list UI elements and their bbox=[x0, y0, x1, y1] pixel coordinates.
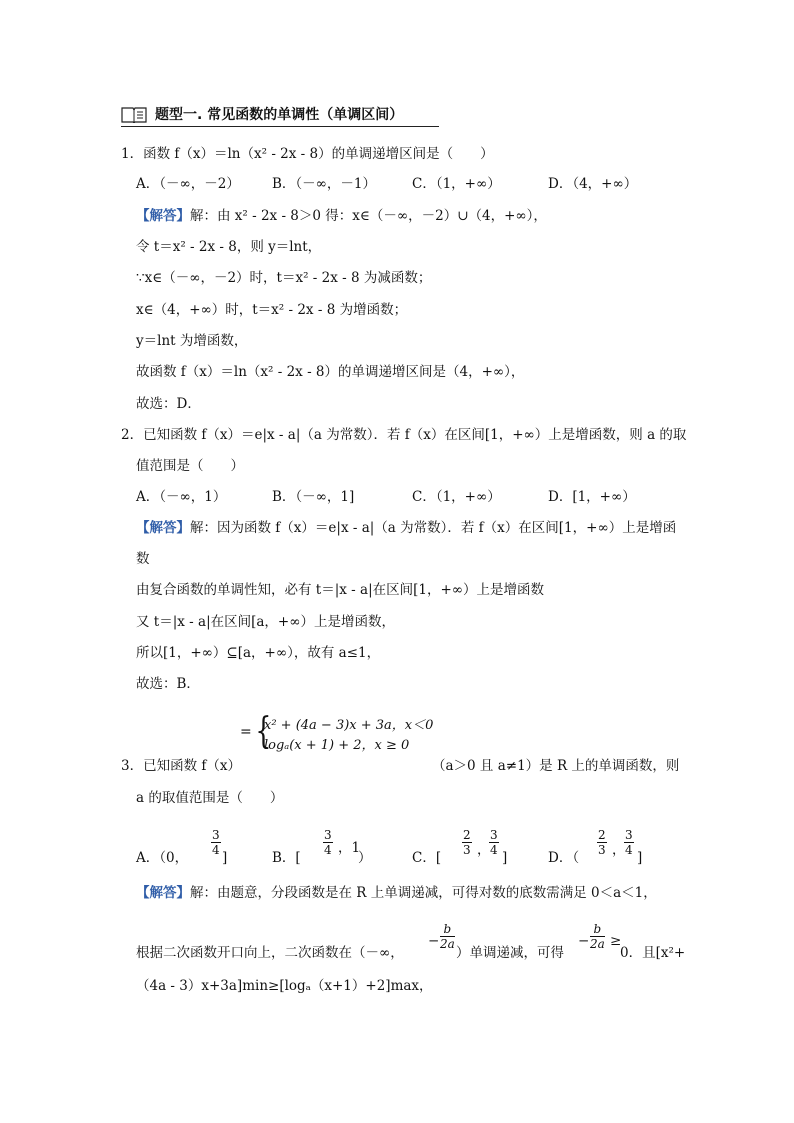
q3-option-c: C．[ bbox=[412, 850, 442, 866]
q3-option-c-end: ] bbox=[502, 850, 508, 866]
q3-solution-1: 【解答】解：由题意，分段函数是在 R 上单调递减，可得对数的底数需满足 0＜a＜1， bbox=[136, 885, 657, 901]
q2-option-d: D．[1，+∞） bbox=[548, 489, 636, 505]
fraction-2-3: $\frac{2}{3}$ bbox=[463, 828, 471, 857]
q1-option-d: D．（4，+∞） bbox=[548, 176, 638, 192]
q2-solution-1: 【解答】解：因为函数 f（x）＝e|x - a|（a 为常数）．若 f（x）在区间[1，+∞）上是增函 bbox=[136, 520, 677, 536]
q1-option-a: A．（－∞，－2） bbox=[136, 176, 240, 192]
fraction-3-4: $\frac{3}{4}$ bbox=[625, 828, 633, 857]
q2-solution-3: 由复合函数的单调性知，必有 t＝|x - a|在区间[1，+∞）上是增函数 bbox=[136, 582, 545, 598]
q3-stem-2: a 的取值范围是（ ） bbox=[136, 790, 284, 806]
q3-stem-right: （a＞0 且 a≠1）是 R 上的单调函数，则 bbox=[432, 758, 680, 774]
fraction-b-2a: $\frac{b}{2a}$ bbox=[590, 922, 605, 951]
fraction-3-4: $\frac{3}{4}$ bbox=[212, 828, 220, 857]
q3-solution-2b: ）单调递减，可得 bbox=[456, 945, 564, 961]
q1-solution-7: 故选：D． bbox=[136, 396, 201, 412]
q3-option-d-end: ] bbox=[637, 850, 643, 866]
piecewise-case-1: x² + (4a − 3)x + 3a，x＜0 bbox=[264, 718, 434, 733]
q1-option-b: B．（－∞，－1） bbox=[272, 176, 377, 192]
fraction-3-4: $\frac{3}{4}$ bbox=[490, 828, 498, 857]
q1-solution-4: x∈（4，+∞）时，t＝x² - 2x - 8 为增函数； bbox=[136, 302, 408, 318]
q3-option-a: A．（0， bbox=[136, 850, 189, 866]
answer-tag: 【解答】 bbox=[136, 520, 190, 536]
q2-solution-5: 所以[1，+∞）⊆[a，+∞），故有 a≤1， bbox=[136, 645, 381, 661]
answer-tag: 【解答】 bbox=[136, 885, 190, 901]
section-title: 题型一. 常见函数的单调性（单调区间） bbox=[155, 107, 404, 123]
q3-option-c-mid: ， bbox=[477, 842, 491, 858]
q3-solution-2c: 0．且[x²+ bbox=[620, 945, 686, 961]
q1-solution-5: y＝lnt 为增函数， bbox=[136, 333, 248, 349]
q1-solution-2: 令 t＝x² - 2x - 8，则 y＝lnt， bbox=[136, 239, 322, 255]
q3-option-b-mid: ，1 bbox=[338, 840, 361, 856]
geq-sign: ≥ bbox=[610, 933, 622, 949]
piecewise-case-2: logₐ(x + 1) + 2，x ≥ 0 bbox=[264, 738, 410, 753]
q2-option-a: A．（－∞，1） bbox=[136, 489, 227, 505]
q3-option-b: B．[ bbox=[272, 850, 301, 866]
q2-option-c: C．（1，+∞） bbox=[412, 489, 501, 505]
q2-solution-4: 又 t＝|x - a|在区间[a，+∞）上是增函数， bbox=[136, 614, 395, 630]
section-heading bbox=[121, 104, 439, 127]
book-icon bbox=[121, 106, 147, 123]
q3-option-d: D．（ bbox=[548, 850, 580, 866]
minus-sign: − bbox=[578, 933, 590, 949]
q3-option-a-end: ] bbox=[222, 850, 228, 866]
q3-stem-left: 3．已知函数 f（x） bbox=[121, 758, 241, 774]
q1-solution-1: 【解答】解：由 x² - 2x - 8＞0 得：x∈（－∞，－2）∪（4，+∞）， bbox=[136, 208, 547, 224]
q3-option-d-mid: ， bbox=[612, 842, 626, 858]
fraction-3-4: $\frac{3}{4}$ bbox=[324, 828, 332, 857]
equals-sign: = bbox=[240, 724, 252, 740]
q3-solution-3: （4a - 3）x+3a]min≥[logₐ（x+1）+2]max， bbox=[136, 978, 433, 994]
q2-stem-2: 值范围是（ ） bbox=[136, 458, 244, 474]
q1-stem: 1．函数 f（x）＝ln（x² - 2x - 8）的单调递增区间是（ ） bbox=[121, 146, 494, 162]
q3-solution-2a: 根据二次函数开口向上，二次函数在（－∞， bbox=[136, 945, 404, 961]
fraction-2-3: $\frac{2}{3}$ bbox=[598, 828, 606, 857]
q1-option-c: C．（1，+∞） bbox=[412, 176, 501, 192]
fraction-b-2a: $\frac{b}{2a}$ bbox=[440, 922, 455, 951]
q2-option-b: B．（－∞，1] bbox=[272, 489, 355, 505]
q1-solution-3: ∵x∈（－∞，－2）时，t＝x² - 2x - 8 为减函数； bbox=[136, 270, 432, 286]
minus-sign: − bbox=[428, 933, 440, 949]
q2-stem-1: 2．已知函数 f（x）＝e|x - a|（a 为常数）．若 f（x）在区间[1，+∞）上是增函数，则 a 的取 bbox=[121, 427, 687, 443]
q3-option-b-end: ） bbox=[358, 850, 372, 866]
answer-tag: 【解答】 bbox=[136, 208, 190, 224]
left-brace: { bbox=[255, 711, 272, 752]
q1-solution-6: 故函数 f（x）＝ln（x² - 2x - 8）的单调递增区间是（4，+∞）， bbox=[136, 364, 525, 380]
q2-solution-2: 数 bbox=[136, 551, 150, 567]
q2-solution-6: 故选：B． bbox=[136, 676, 200, 692]
